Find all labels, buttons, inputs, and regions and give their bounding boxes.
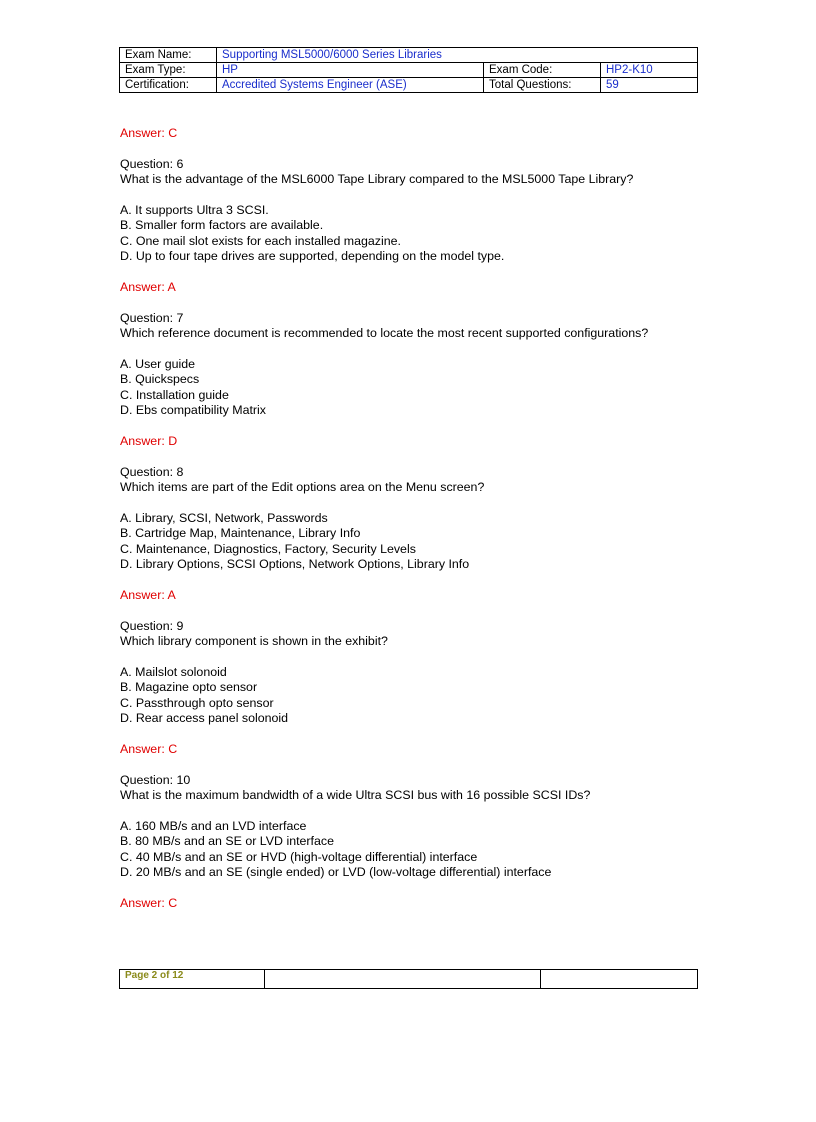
exam-name-label: Exam Name: — [120, 48, 217, 63]
option-d: D. Up to four tape drives are supported, depending on the model type. — [120, 249, 505, 264]
answer-label: Answer: C — [120, 896, 178, 911]
question-block — [120, 619, 700, 773]
exam-code-value: HP2-K10 — [601, 63, 698, 78]
footer-cell-empty — [541, 970, 698, 989]
question-number: Question: 9 — [120, 618, 184, 633]
question-block — [120, 311, 700, 465]
option-a: A. Library, SCSI, Network, Passwords — [120, 511, 328, 526]
footer-cell-empty — [265, 970, 541, 989]
certification-value: Accredited Systems Engineer (ASE) — [217, 78, 484, 93]
question-number: Question: 8 — [120, 464, 184, 479]
page-footer-table — [119, 969, 698, 989]
option-d: D. Rear access panel solonoid — [120, 711, 289, 726]
option-d: D. Ebs compatibility Matrix — [120, 403, 266, 418]
option-b: B. 80 MB/s and an SE or LVD interface — [120, 834, 334, 849]
option-c: C. Installation guide — [120, 387, 229, 402]
option-a: A. Mailslot solonoid — [120, 665, 227, 680]
question-text: Which items are part of the Edit options area on the Menu screen? — [120, 480, 485, 495]
exam-type-value: HP — [217, 63, 484, 78]
question-block — [120, 157, 700, 311]
option-c: C. 40 MB/s and an SE or HVD (high-voltage differential) interface — [120, 849, 478, 864]
option-d: D. 20 MB/s and an SE (single ended) or LVD (low-voltage differential) interface — [120, 865, 552, 880]
question-text: Which reference document is recommended to locate the most recent supported configurations? — [120, 326, 649, 341]
question-block — [120, 773, 700, 912]
question-number: Question: 7 — [120, 310, 184, 325]
option-c: C. Maintenance, Diagnostics, Factory, Security Levels — [120, 541, 416, 556]
question-list — [120, 126, 700, 911]
answer-label: Answer: A — [120, 280, 176, 295]
option-c: C. One mail slot exists for each installed magazine. — [120, 233, 401, 248]
total-questions-value: 59 — [601, 78, 698, 93]
option-d: D. Library Options, SCSI Options, Network Options, Library Info — [120, 557, 470, 572]
answer-label: Answer: D — [120, 434, 178, 449]
answer-label: Answer: A — [120, 588, 176, 603]
exam-type-label: Exam Type: — [120, 63, 217, 78]
exam-code-label: Exam Code: — [484, 63, 601, 78]
exam-header-table — [119, 47, 698, 93]
certification-label: Certification: — [120, 78, 217, 93]
option-a: A. It supports Ultra 3 SCSI. — [120, 203, 269, 217]
question-number: Question: 10 — [120, 772, 191, 787]
question-text: Which library component is shown in the exhibit? — [120, 634, 388, 649]
total-questions-label: Total Questions: — [484, 78, 601, 93]
option-c: C. Passthrough opto sensor — [120, 695, 274, 710]
question-block — [120, 465, 700, 619]
option-a: A. 160 MB/s and an LVD interface — [120, 819, 307, 834]
question-text: What is the advantage of the MSL6000 Tape Library compared to the MSL5000 Tape Library? — [120, 172, 634, 187]
question-number: Question: 6 — [120, 156, 184, 171]
answer-label: Answer: C — [120, 126, 178, 140]
option-b: B. Smaller form factors are available. — [120, 218, 324, 233]
page-number: Page 2 of 12 — [120, 970, 265, 989]
question-text: What is the maximum bandwidth of a wide Ultra SCSI bus with 16 possible SCSI IDs? — [120, 788, 591, 803]
exam-name-value: Supporting MSL5000/6000 Series Libraries — [217, 48, 698, 63]
option-b: B. Quickspecs — [120, 372, 200, 387]
option-a: A. User guide — [120, 357, 196, 372]
option-b: B. Magazine opto sensor — [120, 680, 258, 695]
option-b: B. Cartridge Map, Maintenance, Library Info — [120, 526, 361, 541]
answer-label: Answer: C — [120, 742, 178, 757]
